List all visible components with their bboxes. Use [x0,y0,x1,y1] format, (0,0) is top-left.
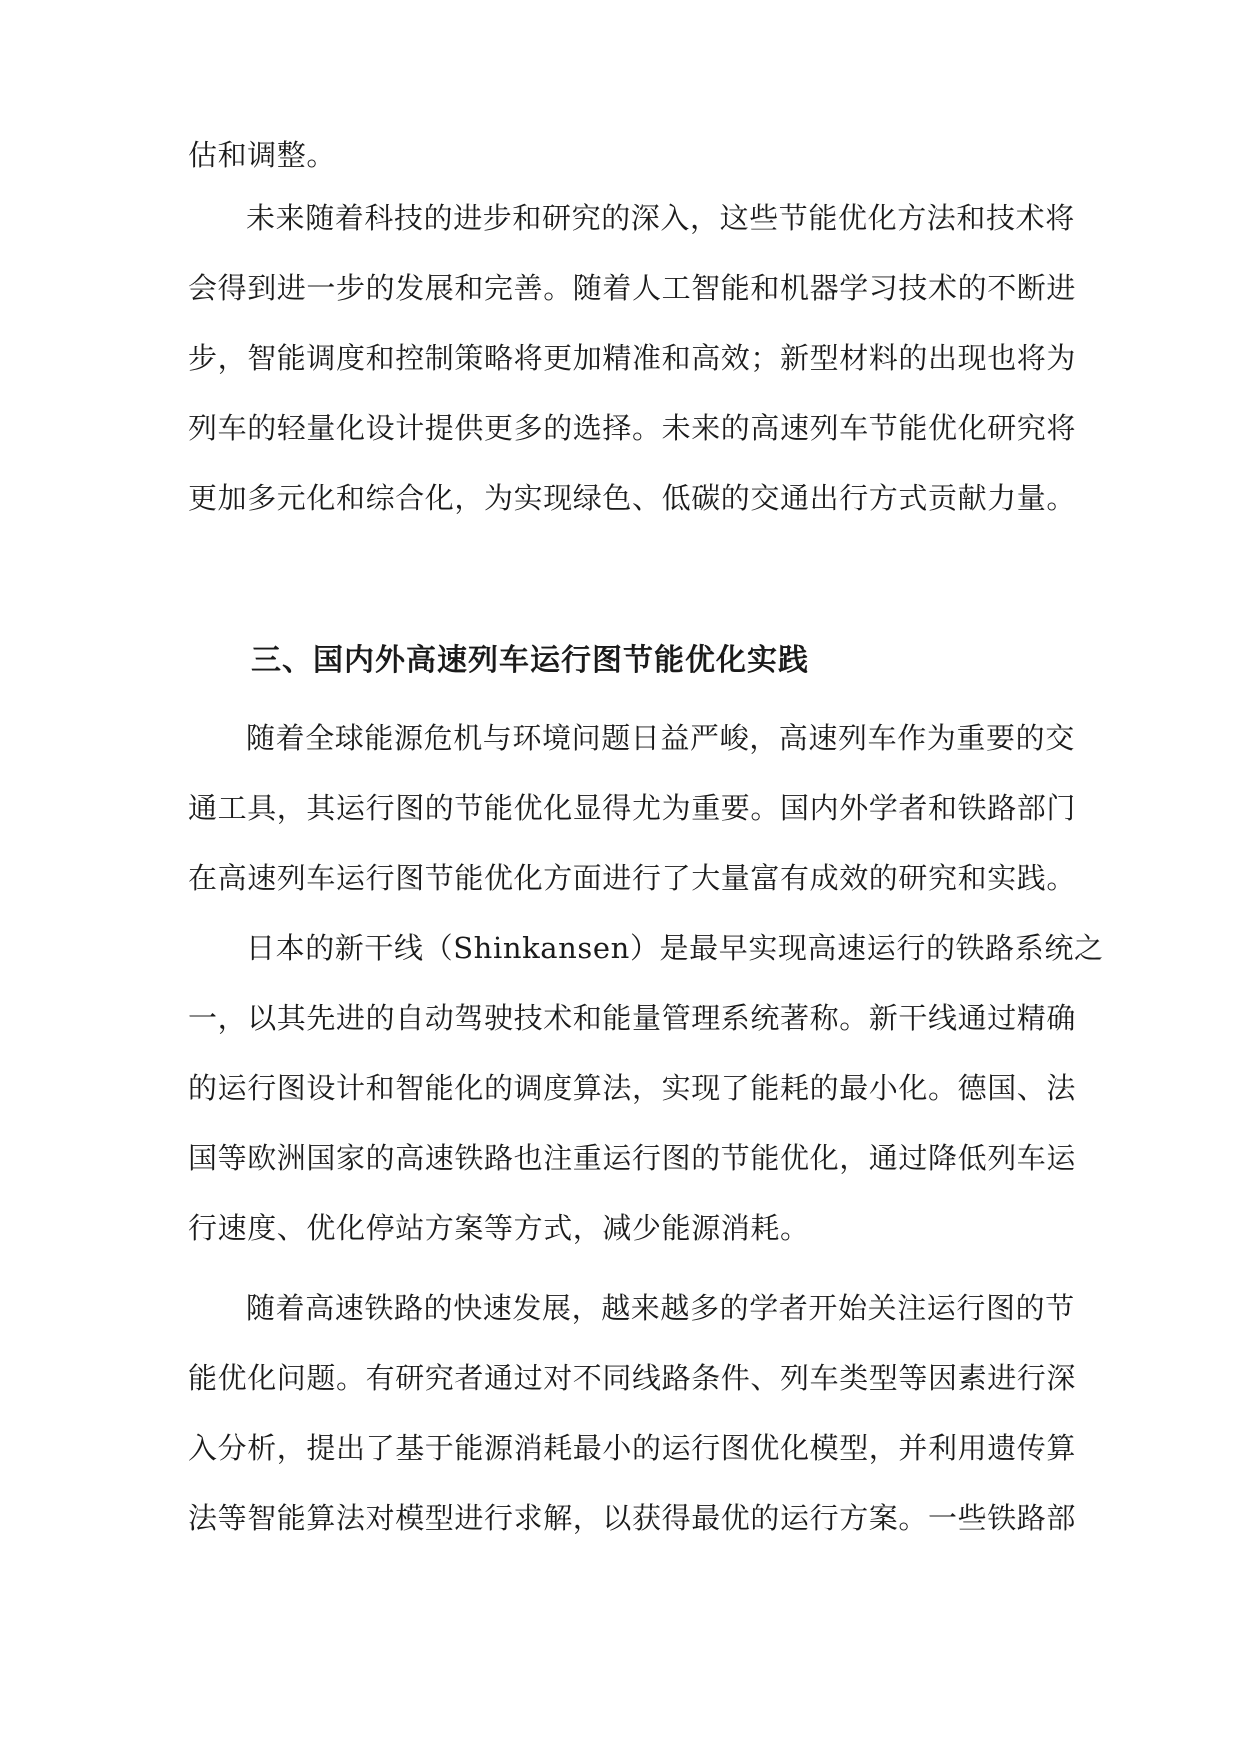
text-line: 法等智能算法对模型进行求解，以获得最优的运行方案。一些铁路部 [188,1501,1077,1535]
text-line: 估和调整。 [188,138,337,172]
text-line: 入分析，提出了基于能源消耗最小的运行图优化模型，并利用遗传算 [188,1431,1077,1465]
text-line: 通工具，其运行图的节能优化显得尤为重要。国内外学者和铁路部门 [188,791,1077,825]
text-line: 更加多元化和综合化，为实现绿色、低碳的交通出行方式贡献力量。 [188,481,1077,515]
text-line: 列车的轻量化设计提供更多的选择。未来的高速列车节能优化研究将 [188,411,1077,445]
text-line: 日本的新干线（Shinkansen）是最早实现高速运行的铁路系统之 [246,931,1104,965]
text-line: 会得到进一步的发展和完善。随着人工智能和机器学习技术的不断进 [188,271,1077,305]
text-line: 随着高速铁路的快速发展，越来越多的学者开始关注运行图的节 [246,1291,1075,1325]
text-line: 能优化问题。有研究者通过对不同线路条件、列车类型等因素进行深 [188,1361,1077,1395]
text-line: 行速度、优化停站方案等方式，减少能源消耗。 [188,1211,810,1245]
text-line: 在高速列车运行图节能优化方面进行了大量富有成效的研究和实践。 [188,861,1077,895]
text-line: 一，以其先进的自动驾驶技术和能量管理系统著称。新干线通过精确 [188,1001,1077,1035]
text-line: 随着全球能源危机与环境问题日益严峻，高速列车作为重要的交 [246,721,1075,755]
text-line: 步，智能调度和控制策略将更加精准和高效；新型材料的出现也将为 [188,341,1077,375]
text-line: 国等欧洲国家的高速铁路也注重运行图的节能优化，通过降低列车运 [188,1141,1077,1175]
text-line: 的运行图设计和智能化的调度算法，实现了能耗的最小化。德国、法 [188,1071,1077,1105]
text-line: 未来随着科技的进步和研究的深入，这些节能优化方法和技术将 [246,201,1075,235]
section-heading: 三、国内外高速列车运行图节能优化实践 [251,643,809,678]
